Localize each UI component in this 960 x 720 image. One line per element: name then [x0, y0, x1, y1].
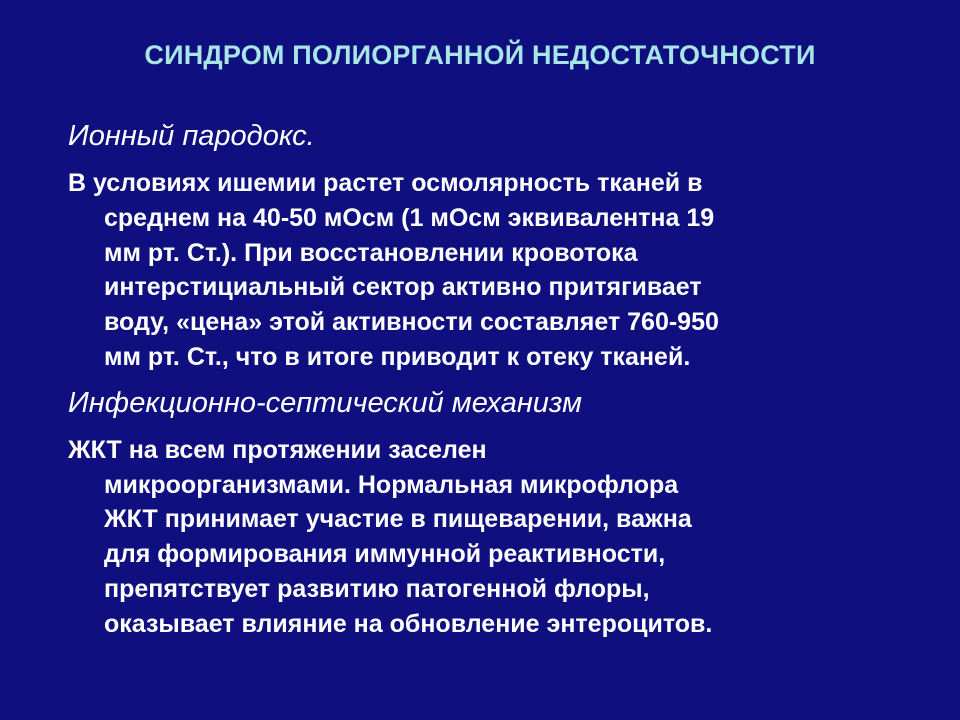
paragraph-line: воду, «цена» этой активности составляет 760-950 — [104, 308, 719, 337]
paragraph-line: для формирования иммунной реактивности, — [104, 540, 666, 569]
paragraph-line: ЖКТ на всем протяжении заселен — [68, 435, 487, 464]
paragraph-line: оказывает влияние на обновление энтероцитов. — [104, 609, 713, 638]
section-paragraph-ion-paradox — [68, 166, 928, 375]
paragraph-line: мм рт. Ст., что в итоге приводит к отеку тканей. — [104, 342, 691, 371]
slide-title: СИНДРОМ ПОЛИОРГАННОЙ НЕДОСТАТОЧНОСТИ — [144, 40, 816, 70]
section-paragraph-infection-septic — [68, 433, 928, 642]
paragraph-line: препятствует развитию патогенной флоры, — [104, 574, 650, 603]
paragraph-line: мм рт. Ст.). При восстановлении кровотока — [104, 238, 638, 267]
paragraph-line: микроорганизмами. Нормальная микрофлора — [104, 470, 679, 499]
paragraph-line: интерстициальный сектор активно притягивает — [104, 273, 702, 302]
slide-body — [68, 118, 928, 642]
paragraph-line: В условиях ишемии растет осмолярность тканей в — [68, 169, 703, 197]
section-heading-ion-paradox: Ионный пародокс. — [68, 120, 315, 152]
paragraph-line: ЖКТ принимает участие в пищеварении, важна — [104, 505, 692, 534]
section-heading-infection-septic: Инфекционно-септический механизм — [68, 386, 582, 419]
paragraph-line: среднем на 40-50 мОсм (1 мОсм эквивалентна 19 — [104, 203, 715, 232]
